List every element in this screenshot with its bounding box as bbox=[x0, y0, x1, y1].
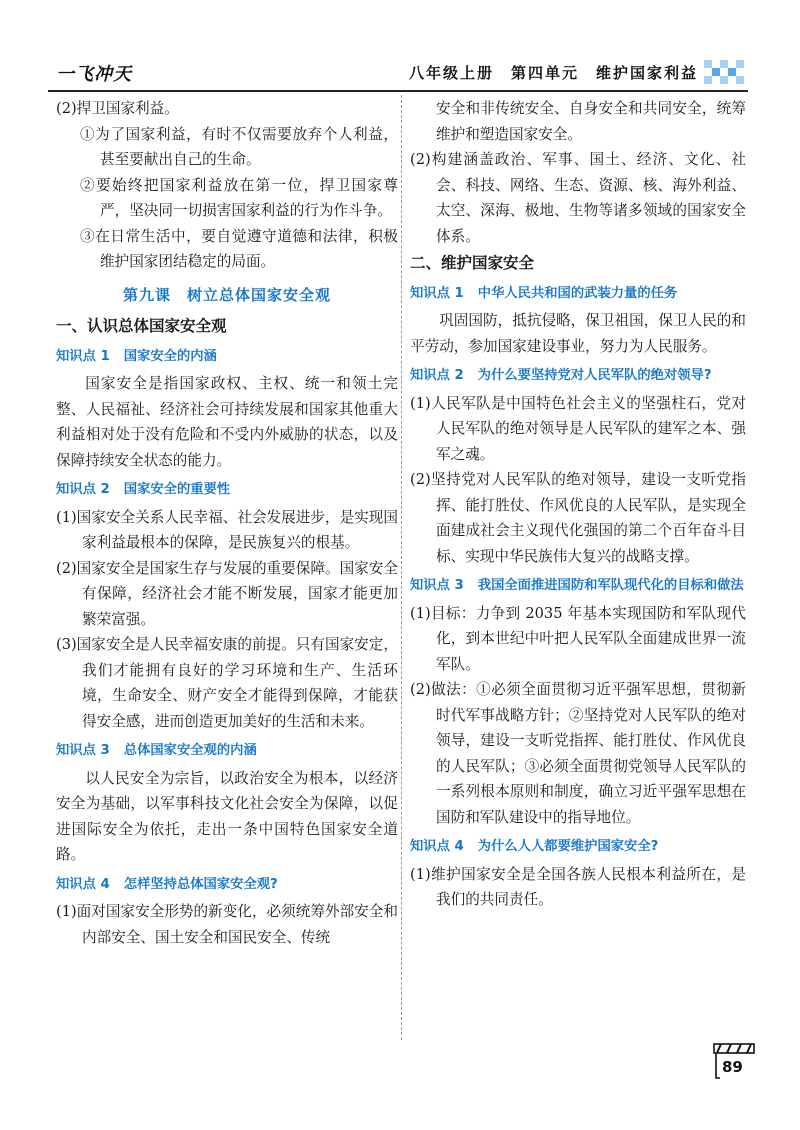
kp-text: 巩固国防，抵抗侵略，保卫祖国，保卫人民的和平劳动，参加国家建设事业，努力为人民服务。 bbox=[410, 312, 746, 355]
knowledge-point-heading bbox=[410, 281, 746, 307]
knowledge-point-heading bbox=[56, 738, 398, 764]
brand-logo-text: 一飞冲天 bbox=[56, 64, 132, 85]
kp-item: (1)目标：力争到 2035 年基本实现国防和军队现代化，到本世纪中叶把人民军队全面建成世界一流军队。 bbox=[410, 604, 746, 673]
left-column bbox=[56, 96, 398, 950]
right-column bbox=[410, 96, 746, 913]
kp-number: 知识点 4 bbox=[410, 839, 464, 854]
kp-item: (2)构建涵盖政治、军事、国土、经济、文化、社会、科技、网络、生态、资源、核、海外利益、太空、深海、极地、生物等诸多领域的国家安全体系。 bbox=[410, 151, 746, 245]
kp-item: (1)人民军队是中国特色社会主义的坚强柱石，党对人民军队的绝对领导是人民军队的建军之本、强军之魂。 bbox=[410, 394, 746, 463]
kp-number: 知识点 2 bbox=[56, 482, 110, 497]
kp-title: 为什么要坚持党对人民军队的绝对领导? bbox=[477, 368, 712, 383]
kp-item: (3)国家安全是人民幸福安康的前提。只有国家安定，我们才能拥有良好的学习环境和生产、生活环境，生命安全、财产安全才能得到保障，才能获得安全感，进而创造更加美好的生活和未来。 bbox=[56, 636, 398, 730]
kp-title: 总体国家安全观的内涵 bbox=[123, 743, 257, 758]
header-rule bbox=[48, 90, 748, 92]
kp-title: 我国全面推进国防和军队现代化的目标和做法 bbox=[477, 578, 744, 593]
defend-item-3: ③在日常生活中，要自觉遵守道德和法律，积极维护国家团结稳定的局面。 bbox=[80, 227, 398, 270]
lesson-title: 第九课 树立总体国家安全观 bbox=[122, 285, 331, 304]
kp-title: 怎样坚持总体国家安全观? bbox=[123, 876, 278, 892]
knowledge-point-heading bbox=[410, 834, 746, 860]
defend-item-1: ①为了国家利益，有时不仅需要放弃个人利益，甚至要献出自己的生命。 bbox=[80, 125, 398, 168]
kp-number: 知识点 2 bbox=[410, 368, 464, 383]
kp-item: (1)维护国家安全是全国各族人民根本利益所在，是我们的共同责任。 bbox=[410, 865, 746, 908]
kp-title: 国家安全的重要性 bbox=[123, 482, 231, 497]
knowledge-point-heading bbox=[410, 363, 746, 389]
defend-item-2: ②要始终把国家利益放在第一位，捍卫国家尊严，坚决同一切损害国家利益的行为作斗争。 bbox=[80, 176, 398, 219]
checker-decoration-icon bbox=[702, 58, 748, 88]
knowledge-point-heading bbox=[56, 477, 398, 503]
knowledge-point-heading bbox=[56, 344, 398, 370]
page-number: 89 bbox=[722, 1058, 743, 1076]
kp-item: (2)做法：①必须全面贯彻习近平强军思想，贯彻新时代军事战略方针；②坚持党对人民军队的绝对领导，建设一支听党指挥、能打胜仗、作风优良的人民军队；③必须全面贯彻党领导人民军队的一系列根本原则和制度，确立习近平强军思想在国防和军队建设中的指导地位。 bbox=[410, 681, 746, 826]
kp-number: 知识点 1 bbox=[410, 285, 464, 301]
kp-title: 为什么人人都要维护国家安全? bbox=[477, 839, 659, 854]
kp-text: 国家安全是指国家政权、主权、统一和领土完整、人民福祉、经济社会可持续发展和国家其他重大利益相对处于没有危险和不受内外威胁的状态，以及保障持续安全状态的能力。 bbox=[56, 375, 398, 469]
knowledge-point-heading bbox=[56, 872, 398, 898]
kp-text: 以人民安全为宗旨，以政治安全为根本，以经济安全为基础，以军事科技文化社会安全为保障，以促进国际安全为依托，走出一条中国特色国家安全道路。 bbox=[56, 769, 398, 863]
kp-item: (2)国家安全是国家生存与发展的重要保障。国家安全有保障，经济社会才能不断发展，国家才能更加繁荣富强。 bbox=[56, 559, 398, 628]
unit-title: 八年级上册 第四单元 维护国家利益 bbox=[408, 64, 698, 82]
kp-item: (2)坚持党对人民军队的绝对领导，建设一支听党指挥、能打胜仗、作风优良的人民军队，是实现全面建成社会主义现代化强国的第二个百年奋斗目标、实现中华民族伟大复兴的战略支撑。 bbox=[410, 471, 746, 565]
kp-number: 知识点 4 bbox=[56, 876, 110, 892]
section-heading-2: 二、维护国家安全 bbox=[410, 254, 535, 272]
column-divider bbox=[401, 95, 403, 1040]
kp-title: 国家安全的内涵 bbox=[123, 348, 217, 364]
defend-heading: (2)捍卫国家利益。 bbox=[56, 100, 179, 117]
section-heading-1: 一、认识总体国家安全观 bbox=[56, 317, 227, 335]
kp-title: 中华人民共和国的武装力量的任务 bbox=[477, 285, 678, 301]
kp-item: (1)面对国家安全形势的新变化，必须统筹外部安全和内部安全、国土安全和国民安全、传统 bbox=[56, 903, 398, 946]
kp-number: 知识点 3 bbox=[410, 578, 464, 593]
page-header bbox=[48, 58, 748, 92]
kp-number: 知识点 1 bbox=[56, 348, 110, 364]
page-number-badge bbox=[712, 1040, 758, 1080]
knowledge-point-heading bbox=[410, 573, 746, 599]
brand-logo bbox=[56, 60, 132, 86]
kp-item: (1)国家安全关系人民幸福、社会发展进步，是实现国家利益最根本的保障，是民族复兴的根基。 bbox=[56, 508, 398, 551]
kp-number: 知识点 3 bbox=[56, 743, 110, 758]
kp-item-continued: 安全和非传统安全、自身安全和共同安全，统筹维护和塑造国家安全。 bbox=[436, 100, 746, 143]
